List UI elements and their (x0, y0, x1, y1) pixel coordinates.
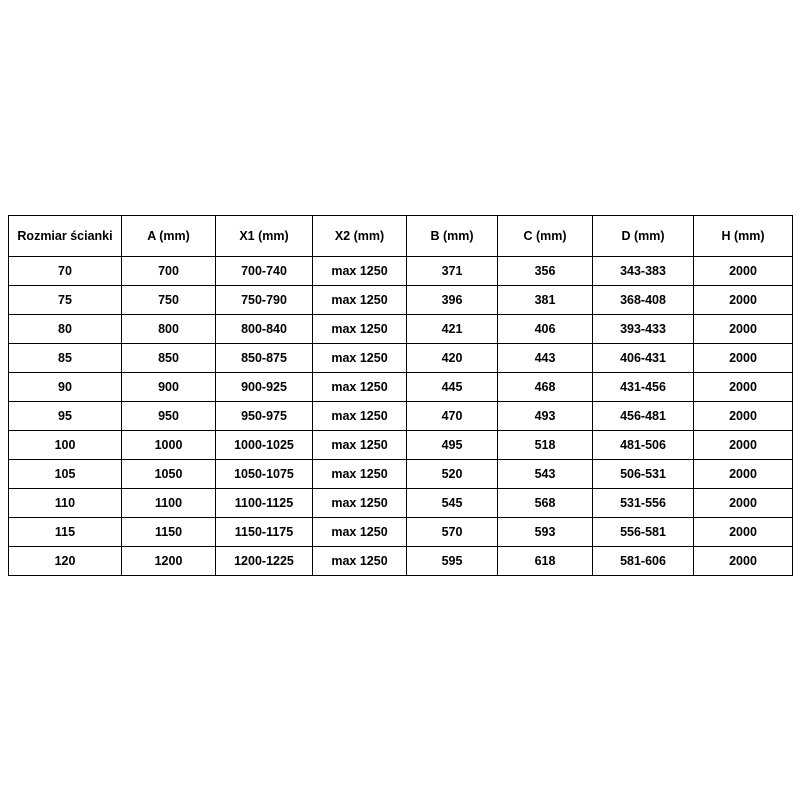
cell-b: 520 (407, 460, 498, 489)
cell-x1: 700-740 (216, 257, 313, 286)
cell-a: 750 (122, 286, 216, 315)
column-header-h: H (mm) (694, 216, 793, 257)
cell-b: 570 (407, 518, 498, 547)
cell-b: 421 (407, 315, 498, 344)
column-header-d: D (mm) (593, 216, 694, 257)
cell-h: 2000 (694, 547, 793, 576)
cell-a: 950 (122, 402, 216, 431)
cell-x1: 1150-1175 (216, 518, 313, 547)
cell-b: 595 (407, 547, 498, 576)
table-header-row (9, 216, 793, 257)
cell-rozmiar-scianki: 70 (9, 257, 122, 286)
table-row (9, 344, 793, 373)
cell-rozmiar-scianki: 100 (9, 431, 122, 460)
cell-a: 1150 (122, 518, 216, 547)
cell-x2: max 1250 (313, 286, 407, 315)
cell-d: 481-506 (593, 431, 694, 460)
cell-c: 568 (498, 489, 593, 518)
table-row (9, 518, 793, 547)
cell-a: 1200 (122, 547, 216, 576)
cell-x1: 1050-1075 (216, 460, 313, 489)
cell-c: 518 (498, 431, 593, 460)
cell-h: 2000 (694, 518, 793, 547)
cell-x2: max 1250 (313, 431, 407, 460)
cell-x2: max 1250 (313, 373, 407, 402)
column-header-a: A (mm) (122, 216, 216, 257)
column-header-rozmiar-scianki: Rozmiar ścianki (9, 216, 122, 257)
cell-x2: max 1250 (313, 257, 407, 286)
cell-b: 396 (407, 286, 498, 315)
cell-h: 2000 (694, 431, 793, 460)
cell-a: 700 (122, 257, 216, 286)
cell-rozmiar-scianki: 115 (9, 518, 122, 547)
cell-a: 1050 (122, 460, 216, 489)
cell-rozmiar-scianki: 105 (9, 460, 122, 489)
cell-h: 2000 (694, 257, 793, 286)
table-body (9, 257, 793, 576)
table-header (9, 216, 793, 257)
cell-x2: max 1250 (313, 547, 407, 576)
cell-h: 2000 (694, 460, 793, 489)
specification-table-container (8, 215, 792, 576)
cell-b: 470 (407, 402, 498, 431)
cell-b: 445 (407, 373, 498, 402)
column-header-c: C (mm) (498, 216, 593, 257)
cell-x1: 850-875 (216, 344, 313, 373)
cell-h: 2000 (694, 344, 793, 373)
cell-x1: 800-840 (216, 315, 313, 344)
table-row (9, 431, 793, 460)
table-row (9, 402, 793, 431)
cell-h: 2000 (694, 402, 793, 431)
cell-b: 371 (407, 257, 498, 286)
cell-d: 581-606 (593, 547, 694, 576)
cell-h: 2000 (694, 286, 793, 315)
column-header-b: B (mm) (407, 216, 498, 257)
cell-rozmiar-scianki: 110 (9, 489, 122, 518)
column-header-x1: X1 (mm) (216, 216, 313, 257)
cell-rozmiar-scianki: 95 (9, 402, 122, 431)
cell-a: 1100 (122, 489, 216, 518)
cell-c: 406 (498, 315, 593, 344)
table-row (9, 460, 793, 489)
cell-x2: max 1250 (313, 315, 407, 344)
cell-c: 356 (498, 257, 593, 286)
cell-a: 900 (122, 373, 216, 402)
cell-x1: 900-925 (216, 373, 313, 402)
table-row (9, 315, 793, 344)
table-row (9, 286, 793, 315)
cell-d: 406-431 (593, 344, 694, 373)
cell-c: 493 (498, 402, 593, 431)
cell-a: 850 (122, 344, 216, 373)
cell-c: 618 (498, 547, 593, 576)
column-header-x2: X2 (mm) (313, 216, 407, 257)
cell-h: 2000 (694, 489, 793, 518)
cell-rozmiar-scianki: 90 (9, 373, 122, 402)
specification-table (8, 215, 793, 576)
cell-d: 393-433 (593, 315, 694, 344)
cell-c: 443 (498, 344, 593, 373)
cell-x2: max 1250 (313, 518, 407, 547)
cell-d: 556-581 (593, 518, 694, 547)
cell-a: 1000 (122, 431, 216, 460)
cell-x2: max 1250 (313, 460, 407, 489)
cell-x2: max 1250 (313, 344, 407, 373)
cell-x2: max 1250 (313, 489, 407, 518)
cell-d: 506-531 (593, 460, 694, 489)
table-row (9, 489, 793, 518)
cell-a: 800 (122, 315, 216, 344)
cell-x1: 1200-1225 (216, 547, 313, 576)
table-row (9, 257, 793, 286)
cell-d: 368-408 (593, 286, 694, 315)
table-row (9, 547, 793, 576)
cell-c: 381 (498, 286, 593, 315)
cell-rozmiar-scianki: 120 (9, 547, 122, 576)
cell-rozmiar-scianki: 80 (9, 315, 122, 344)
cell-x2: max 1250 (313, 402, 407, 431)
cell-c: 593 (498, 518, 593, 547)
cell-d: 343-383 (593, 257, 694, 286)
cell-h: 2000 (694, 373, 793, 402)
cell-b: 495 (407, 431, 498, 460)
cell-x1: 950-975 (216, 402, 313, 431)
cell-d: 431-456 (593, 373, 694, 402)
cell-c: 543 (498, 460, 593, 489)
cell-rozmiar-scianki: 85 (9, 344, 122, 373)
table-row (9, 373, 793, 402)
cell-c: 468 (498, 373, 593, 402)
cell-d: 531-556 (593, 489, 694, 518)
cell-x1: 1000-1025 (216, 431, 313, 460)
cell-b: 545 (407, 489, 498, 518)
cell-h: 2000 (694, 315, 793, 344)
cell-d: 456-481 (593, 402, 694, 431)
cell-rozmiar-scianki: 75 (9, 286, 122, 315)
cell-x1: 750-790 (216, 286, 313, 315)
cell-x1: 1100-1125 (216, 489, 313, 518)
cell-b: 420 (407, 344, 498, 373)
